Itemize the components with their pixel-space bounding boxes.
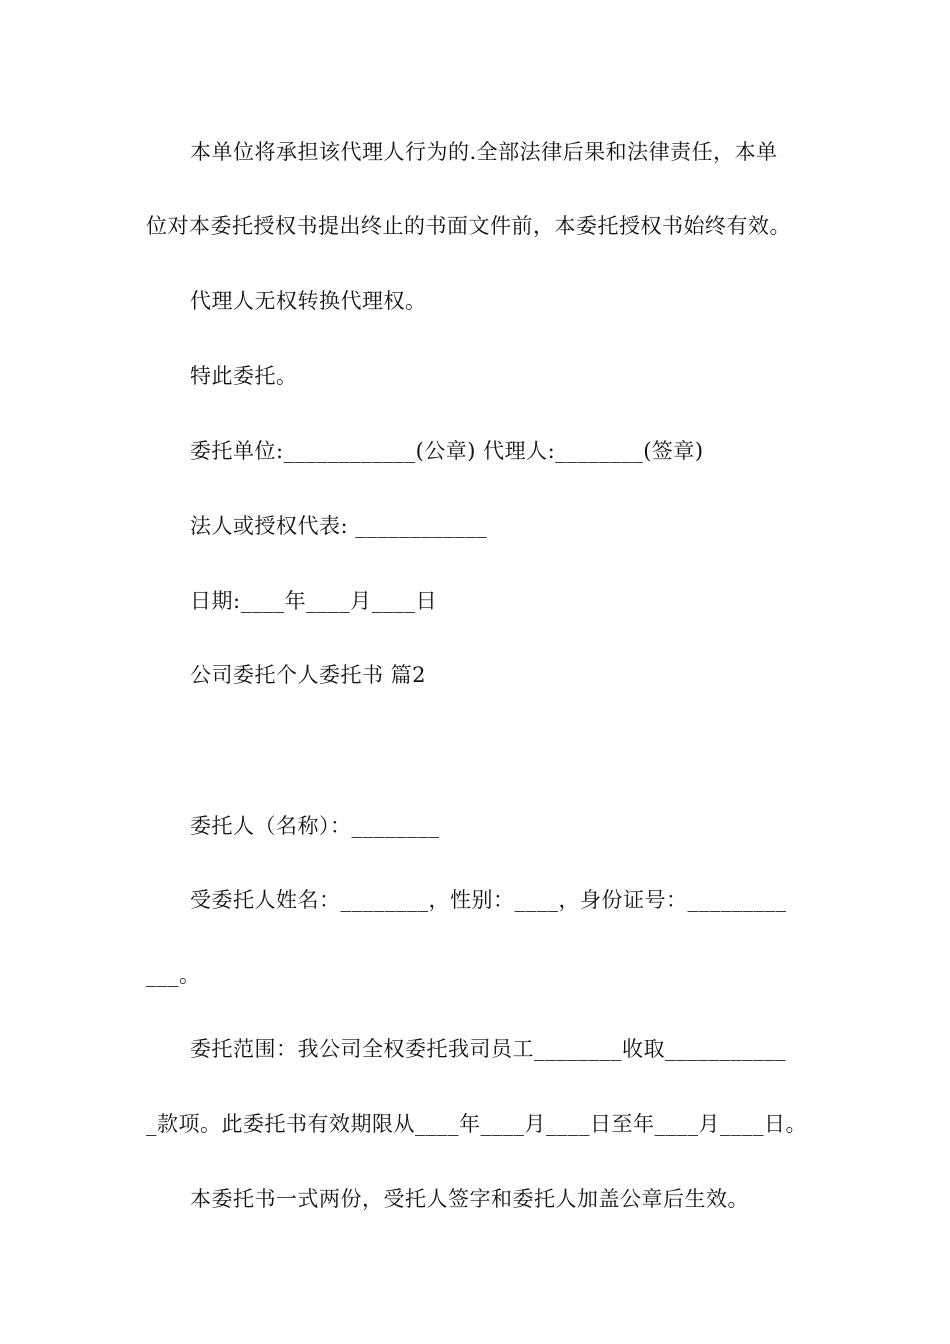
agent-info-line-1: 受委托人姓名：________，性别：____，身份证号：_________ [190, 888, 787, 912]
validity-statement: 本委托书一式两份，受托人签字和委托人加盖公章后生效。 [190, 1187, 749, 1211]
paragraph-responsibility-line-1: 本单位将承担该代理人行为的.全部法律后果和法律责任，本单 [190, 140, 778, 164]
legal-representative-line: 法人或授权代表: ____________ [190, 514, 488, 538]
paragraph-responsibility-line-2: 位对本委托授权书提出终止的书面文件前，本委托授权书始终有效。 [146, 214, 791, 238]
no-transfer-statement: 代理人无权转换代理权。 [190, 289, 427, 313]
closing-statement: 特此委托。 [190, 364, 298, 388]
principal-name-line: 委托人（名称）：________ [190, 814, 440, 838]
date-line: 日期:____年____月____日 [190, 589, 438, 613]
signature-line: 委托单位:____________(公章) 代理人:________(签章) [190, 439, 704, 463]
scope-line-1: 委托范围：我公司全权委托我司员工________收取___________ [190, 1037, 786, 1061]
agent-info-line-2: ___。 [146, 963, 201, 987]
section-heading: 公司委托个人委托书 篇2 [190, 663, 427, 687]
scope-line-2: _款项。此委托书有效期限从____年____月____日至年____月____日。 [146, 1112, 807, 1136]
